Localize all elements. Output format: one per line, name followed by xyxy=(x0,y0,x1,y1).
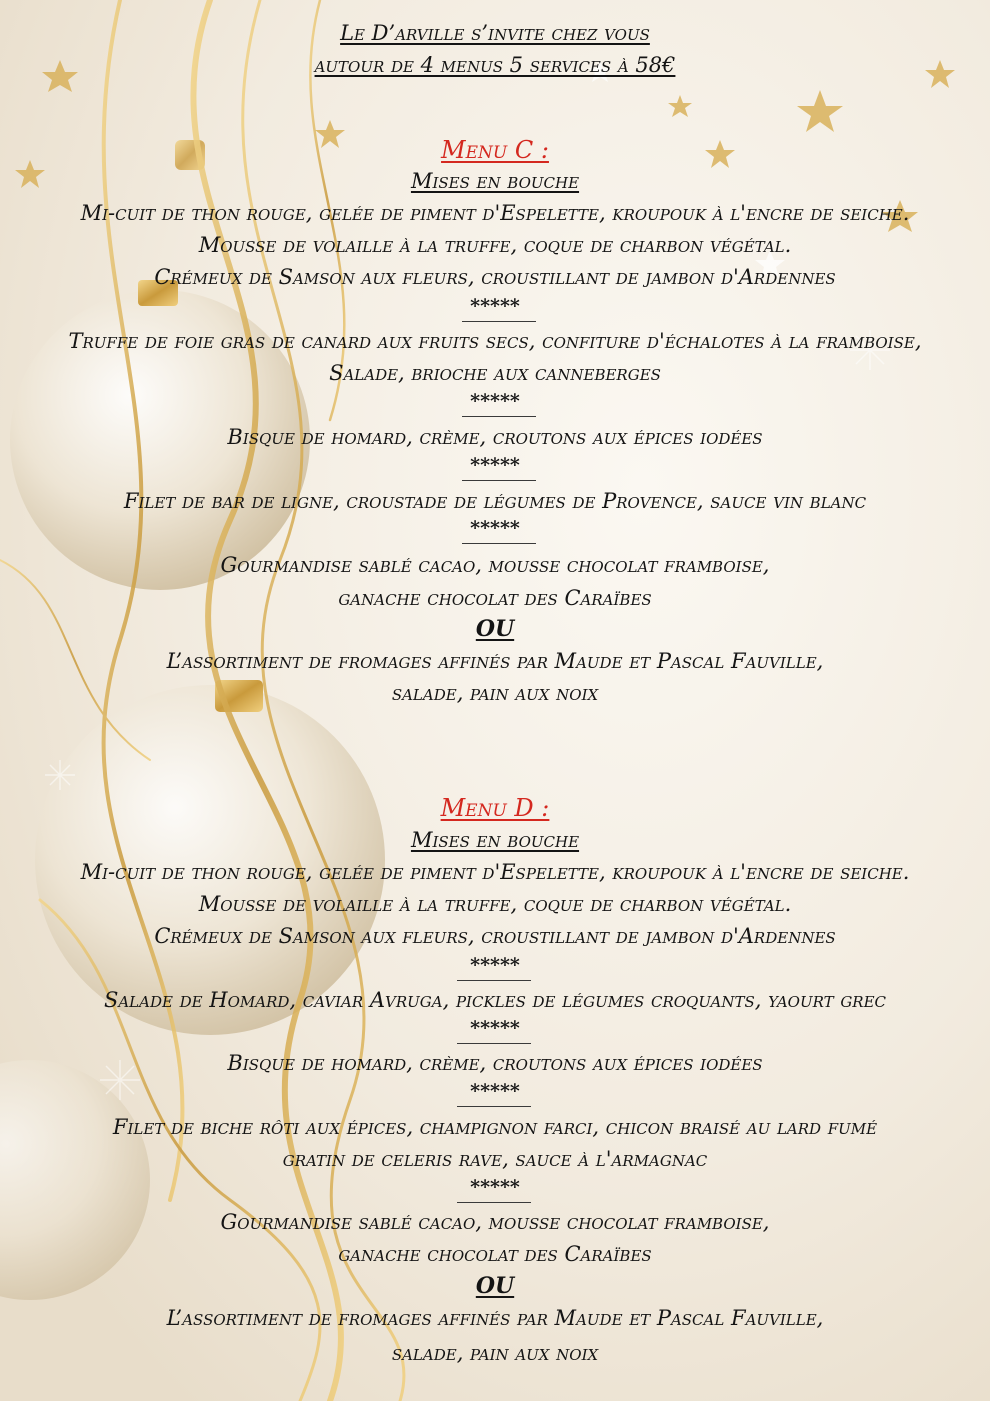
menu-d-cheese-line-1: L’assortiment de fromages affinés par Maude et Pascal Fauville, xyxy=(166,1306,824,1330)
separator-rule xyxy=(457,1106,531,1107)
menu-d-cheese-line-2: salade, pain aux noix xyxy=(391,1341,599,1365)
menu-d-course4-line-1: Filet de biche rôti aux épices, champignon farci, chicon braisé au lard fumé xyxy=(112,1115,878,1139)
menu-d-course2: Salade de Homard, caviar Avruga, pickles de légumes croquants, yaourt grec xyxy=(103,988,887,1012)
menu-d-separator-4: ***** xyxy=(470,1176,520,1198)
menu-c-separator-2: ***** xyxy=(470,390,520,412)
menu-d-or: OU xyxy=(475,1273,515,1299)
separator-rule xyxy=(457,1043,531,1044)
menu-d-mises-title: Mises en bouche xyxy=(410,828,580,852)
menu-c-dessert-line-1: Gourmandise sablé cacao, mousse chocolat framboise, xyxy=(220,553,770,577)
menu-d-mise-1: Mi-cuit de thon rouge, gelée de piment d'Espelette, kroupouk à l'encre de seiche. xyxy=(80,860,910,884)
menu-d-mise-2: Mousse de volaille à la truffe, coque de charbon végétal. xyxy=(198,892,792,916)
menu-c-course3: Bisque de homard, crème, croutons aux épices iodées xyxy=(227,425,763,449)
menu-c-separator-3: ***** xyxy=(470,454,520,476)
menu-c-mise-2: Mousse de volaille à la truffe, coque de charbon végétal. xyxy=(198,233,792,257)
header-line-2: autour de 4 menus 5 services à 58€ xyxy=(314,53,676,77)
menu-c-mise-3: Crémeux de Samson aux fleurs, croustillant de jambon d'Ardennes xyxy=(154,265,836,289)
menu-d-separator-2: ***** xyxy=(470,1017,520,1039)
menu-d-mise-3: Crémeux de Samson aux fleurs, croustillant de jambon d'Ardennes xyxy=(154,924,836,948)
separator-rule xyxy=(457,1202,531,1203)
menu-c-course2-line-1: Truffe de foie gras de canard aux fruits secs, confiture d'échalotes à la framboise, xyxy=(68,329,922,353)
menu-d-title: Menu D : xyxy=(440,794,550,822)
menu-c-separator-1: ***** xyxy=(470,295,520,317)
menu-d-course3: Bisque de homard, crème, croutons aux épices iodées xyxy=(227,1051,763,1075)
separator-rule xyxy=(462,480,536,481)
menu-c-dessert-line-2: ganache chocolat des Caraïbes xyxy=(338,586,652,610)
separator-rule xyxy=(457,980,531,981)
menu-c-or: OU xyxy=(475,616,515,642)
menu-c-cheese-line-1: L’assortiment de fromages affinés par Maude et Pascal Fauville, xyxy=(166,649,824,673)
separator-rule xyxy=(462,416,536,417)
menu-d-dessert-line-2: ganache chocolat des Caraïbes xyxy=(338,1242,652,1266)
menu-c-separator-4: ***** xyxy=(470,517,520,539)
menu-d-separator-1: ***** xyxy=(470,954,520,976)
header-line-1: Le D’arville s’invite chez vous xyxy=(340,21,650,45)
menu-c-title: Menu C : xyxy=(441,136,549,164)
menu-c-course2-line-2: Salade, brioche aux canneberges xyxy=(329,361,661,385)
menu-c-mises-title: Mises en bouche xyxy=(410,169,580,193)
menu-c-mise-1: Mi-cuit de thon rouge, gelée de piment d'Espelette, kroupouk à l'encre de seiche. xyxy=(80,201,910,225)
menu-c-course4: Filet de bar de ligne, croustade de légumes de Provence, sauce vin blanc xyxy=(123,489,867,513)
separator-rule xyxy=(462,321,536,322)
separator-rule xyxy=(462,543,536,544)
menu-d-course4-line-2: gratin de celeris rave, sauce à l'armagnac xyxy=(282,1147,708,1171)
menu-c-cheese-line-2: salade, pain aux noix xyxy=(391,681,599,705)
menu-d-separator-3: ***** xyxy=(470,1080,520,1102)
menu-d-dessert-line-1: Gourmandise sablé cacao, mousse chocolat framboise, xyxy=(220,1210,770,1234)
